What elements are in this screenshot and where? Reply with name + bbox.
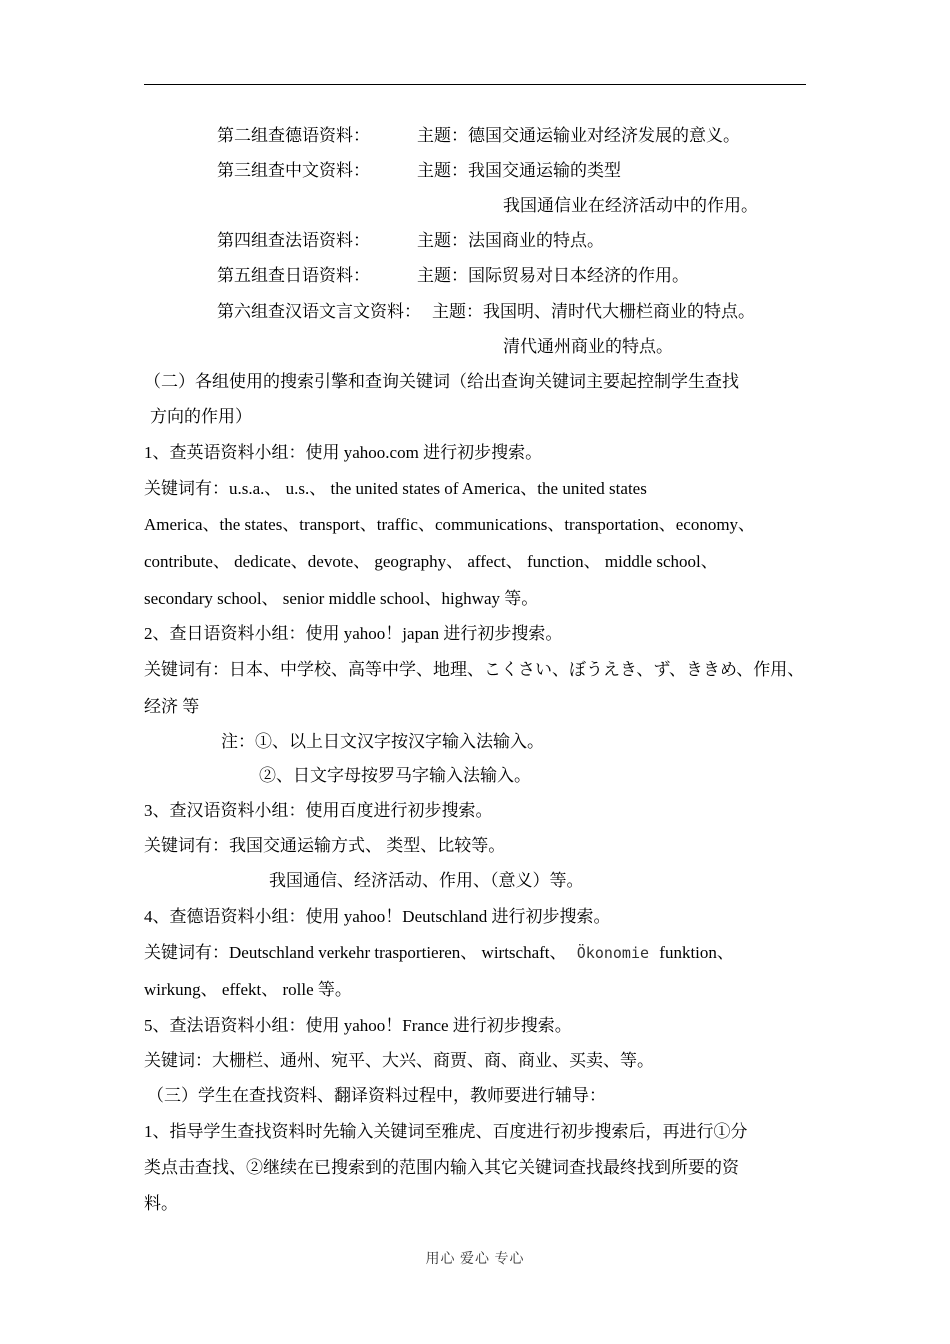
section-3-heading: （三）学生在查找资料、翻译资料过程中，教师要进行辅导： [147,1086,606,1105]
english-keywords-4: secondary school、 senior middle school、highway 等。 [144,589,539,608]
japanese-keywords-2: 经济 等 [144,697,200,716]
group-2-topic: 主题：德国交通运输业对经济发展的意义。 [417,126,740,145]
japanese-note-1: 注：①、以上日文汉字按汉字输入法输入。 [221,732,544,751]
japanese-group-title: 2、查日语资料小组：使用 yahoo！japan 进行初步搜索。 [144,624,563,643]
group-4-label: 第四组查法语资料： [217,231,370,250]
german-keywords-1-end: funktion、 [659,943,734,962]
german-keyword-oekonomie: Ökonomie [576,944,650,962]
chinese-group-title: 3、查汉语资料小组：使用百度进行初步搜索。 [144,801,493,820]
german-keywords-1 [144,943,734,963]
japanese-note-2: ②、日文字母按罗马字输入法输入。 [259,766,531,785]
section-2-heading: （二）各组使用的搜索引擎和查询关键词（给出查询关键词主要起控制学生查找 [144,372,739,391]
page-footer: 用心 爱心 专心 [425,1252,525,1267]
french-keywords: 关键词：大栅栏、通州、宛平、大兴、商贾、商、商业、买卖、等。 [144,1051,654,1070]
english-group-title: 1、查英语资料小组：使用 yahoo.com 进行初步搜索。 [144,443,543,462]
chinese-keywords-1: 关键词有：我国交通运输方式、 类型、比较等。 [144,836,506,855]
section-2-heading-cont: 方向的作用） [150,407,252,426]
english-keywords-2: America、the states、transport、traffic、communications、transportation、economy、 [144,515,756,534]
group-5-label: 第五组查日语资料： [217,266,370,285]
group-5-topic: 主题：国际贸易对日本经济的作用。 [417,266,689,285]
english-keywords-3: contribute、 dedicate、devote、 geography、 affect、 function、 middle school、 [144,552,718,571]
group-2-label: 第二组查德语资料： [217,126,370,145]
header-rule [144,84,806,85]
chinese-keywords-2: 我国通信、经济活动、作用、（意义）等。 [269,871,584,890]
english-keywords-1: 关键词有：u.s.a.、 u.s.、 the united states of America、the united states [144,479,647,498]
german-keywords-1-text: 关键词有：Deutschland verkehr trasportieren、 wirtschaft、 [144,943,567,962]
group-3-label: 第三组查中文资料： [217,161,370,180]
group-6-topic: 主题：我国明、清时代大栅栏商业的特点。 [432,302,755,321]
group-3-topic: 主题：我国交通运输的类型 [417,161,621,180]
section-3-paragraph-line-1: 1、指导学生查找资料时先输入关键词至雅虎、百度进行初步搜索后，再进行①分 [144,1122,748,1141]
group-6-label: 第六组查汉语文言文资料： [217,302,421,321]
french-group-title: 5、查法语资料小组：使用 yahoo！France 进行初步搜索。 [144,1016,572,1035]
section-3-paragraph-line-3: 料。 [144,1194,178,1213]
german-keywords-2: wirkung、 effekt、 rolle 等。 [144,980,352,999]
german-group-title: 4、查德语资料小组：使用 yahoo！Deutschland 进行初步搜索。 [144,907,611,926]
group-3-topic-2: 我国通信业在经济活动中的作用。 [503,196,758,215]
group-6-topic-2: 清代通州商业的特点。 [503,337,673,356]
japanese-keywords-1: 关键词有：日本、中学校、高等中学、地理、こくさい、ぼうえき、ず、ききめ、作用、 [144,660,805,679]
section-3-paragraph-line-2: 类点击查找、②继续在已搜索到的范围内输入其它关键词查找最终找到所要的资 [144,1158,739,1177]
group-4-topic: 主题：法国商业的特点。 [417,231,604,250]
